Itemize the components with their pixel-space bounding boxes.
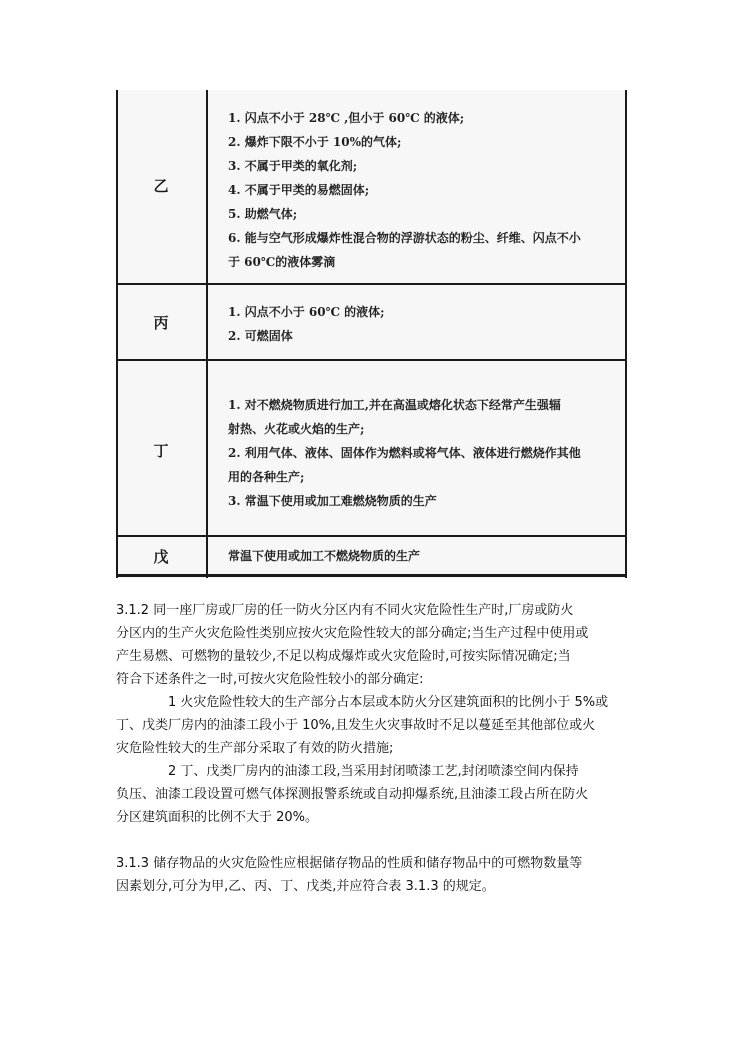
scanned-table-image (116, 90, 627, 578)
paragraph-line: 分区内的生产火灾危险性类别应按火灾危险性较大的部分确定;当生产过程中使用或 (116, 626, 589, 641)
table-cell-line: 1. 对不燃烧物质进行加工,并在高温或熔化状态下经常产生强辐 (228, 398, 561, 412)
paragraph-line: 分区建筑面积的比例不大于 20%。 (116, 810, 319, 825)
table-cell-line: 1. 闪点不小于 60℃ 的液体; (228, 305, 385, 319)
table-cell-line: 4. 不属于甲类的易燃固体; (228, 183, 370, 197)
table-column-divider (206, 90, 208, 578)
row-divider (116, 359, 627, 361)
clause-3-1-2-item-1 (116, 691, 636, 760)
paragraph-line: 因素划分,可分为甲,乙、丙、丁、戊类,并应符合表 3.1.3 的规定。 (116, 879, 495, 894)
table-cell-line: 5. 助燃气体; (228, 207, 298, 221)
category-description (228, 393, 618, 513)
row-divider (116, 283, 627, 285)
paragraph-line: 符合下述条件之一时,可按火灾危险性较小的部分确定: (116, 672, 424, 687)
category-label: 丁 (153, 442, 169, 460)
paragraph-line: 丁、戊类厂房内的油漆工段小于 10%,且发生火灾事故时不足以蔓延至其他部位或火 (116, 718, 596, 733)
table-left-border (116, 90, 118, 578)
table-cell-line: 1. 闪点不小于 28℃ ,但小于 60℃ 的液体; (228, 111, 465, 125)
paragraph-line: 3.1.2 同一座厂房或厂房的任一防火分区内有不同火灾危险性生产时,厂房或防火 (116, 603, 574, 618)
table-right-border (625, 90, 627, 578)
clause-3-1-2-item-2 (116, 760, 636, 829)
paragraph-line: 产生易燃、可燃物的量较少,不足以构成爆炸或火灾危险时,可按实际情况确定;当 (116, 649, 571, 664)
category-label: 戊 (153, 548, 169, 566)
paragraph-line: 1 火灾危险性较大的生产部分占本层或本防火分区建筑面积的比例小于 5%或 (168, 695, 609, 710)
table-cell-line: 射热、火花或火焰的生产; (228, 422, 365, 436)
category-label: 乙 (153, 177, 169, 195)
category-description (228, 106, 618, 274)
table-cell-line: 于 60℃的液体雾滴 (228, 255, 336, 269)
table-cell-line: 2. 可燃固体 (228, 329, 293, 343)
paragraph-line: 3.1.3 储存物品的火灾危险性应根据储存物品的性质和储存物品中的可燃物数量等 (116, 856, 583, 871)
table-cell-line: 用的各种生产; (228, 470, 305, 484)
paragraph-line: 灾危险性较大的生产部分采取了有效的防火措施; (116, 741, 394, 756)
category-label: 丙 (153, 314, 169, 332)
table-cell-line: 6. 能与空气形成爆炸性混合物的浮游状态的粉尘、纤维、闪点不小 (228, 231, 581, 245)
category-description (228, 300, 618, 348)
table-cell-line: 2. 利用气体、液体、固体作为燃料或将气体、液体进行燃烧作其他 (228, 446, 581, 460)
category-description (228, 544, 618, 568)
table-cell-line: 常温下使用或加工不燃烧物质的生产 (228, 549, 421, 563)
paragraph-line: 负压、油漆工段设置可燃气体探测报警系统或自动抑爆系统,且油漆工段占所在防火 (116, 787, 589, 802)
table-cell-line: 3. 不属于甲类的氧化剂; (228, 159, 358, 173)
table-cell-line: 2. 爆炸下限不小于 10%的气体; (228, 135, 402, 149)
table-bottom-border (116, 574, 627, 577)
clause-3-1-3 (116, 852, 636, 898)
table-cell-line: 3. 常温下使用或加工难燃烧物质的生产 (228, 494, 437, 508)
hazard-classification-table (116, 90, 627, 578)
row-divider (116, 535, 627, 537)
paragraph-line: 2 丁、戊类厂房内的油漆工段,当采用封闭喷漆工艺,封闭喷漆空间内保持 (168, 764, 579, 779)
clause-3-1-2 (116, 599, 636, 691)
